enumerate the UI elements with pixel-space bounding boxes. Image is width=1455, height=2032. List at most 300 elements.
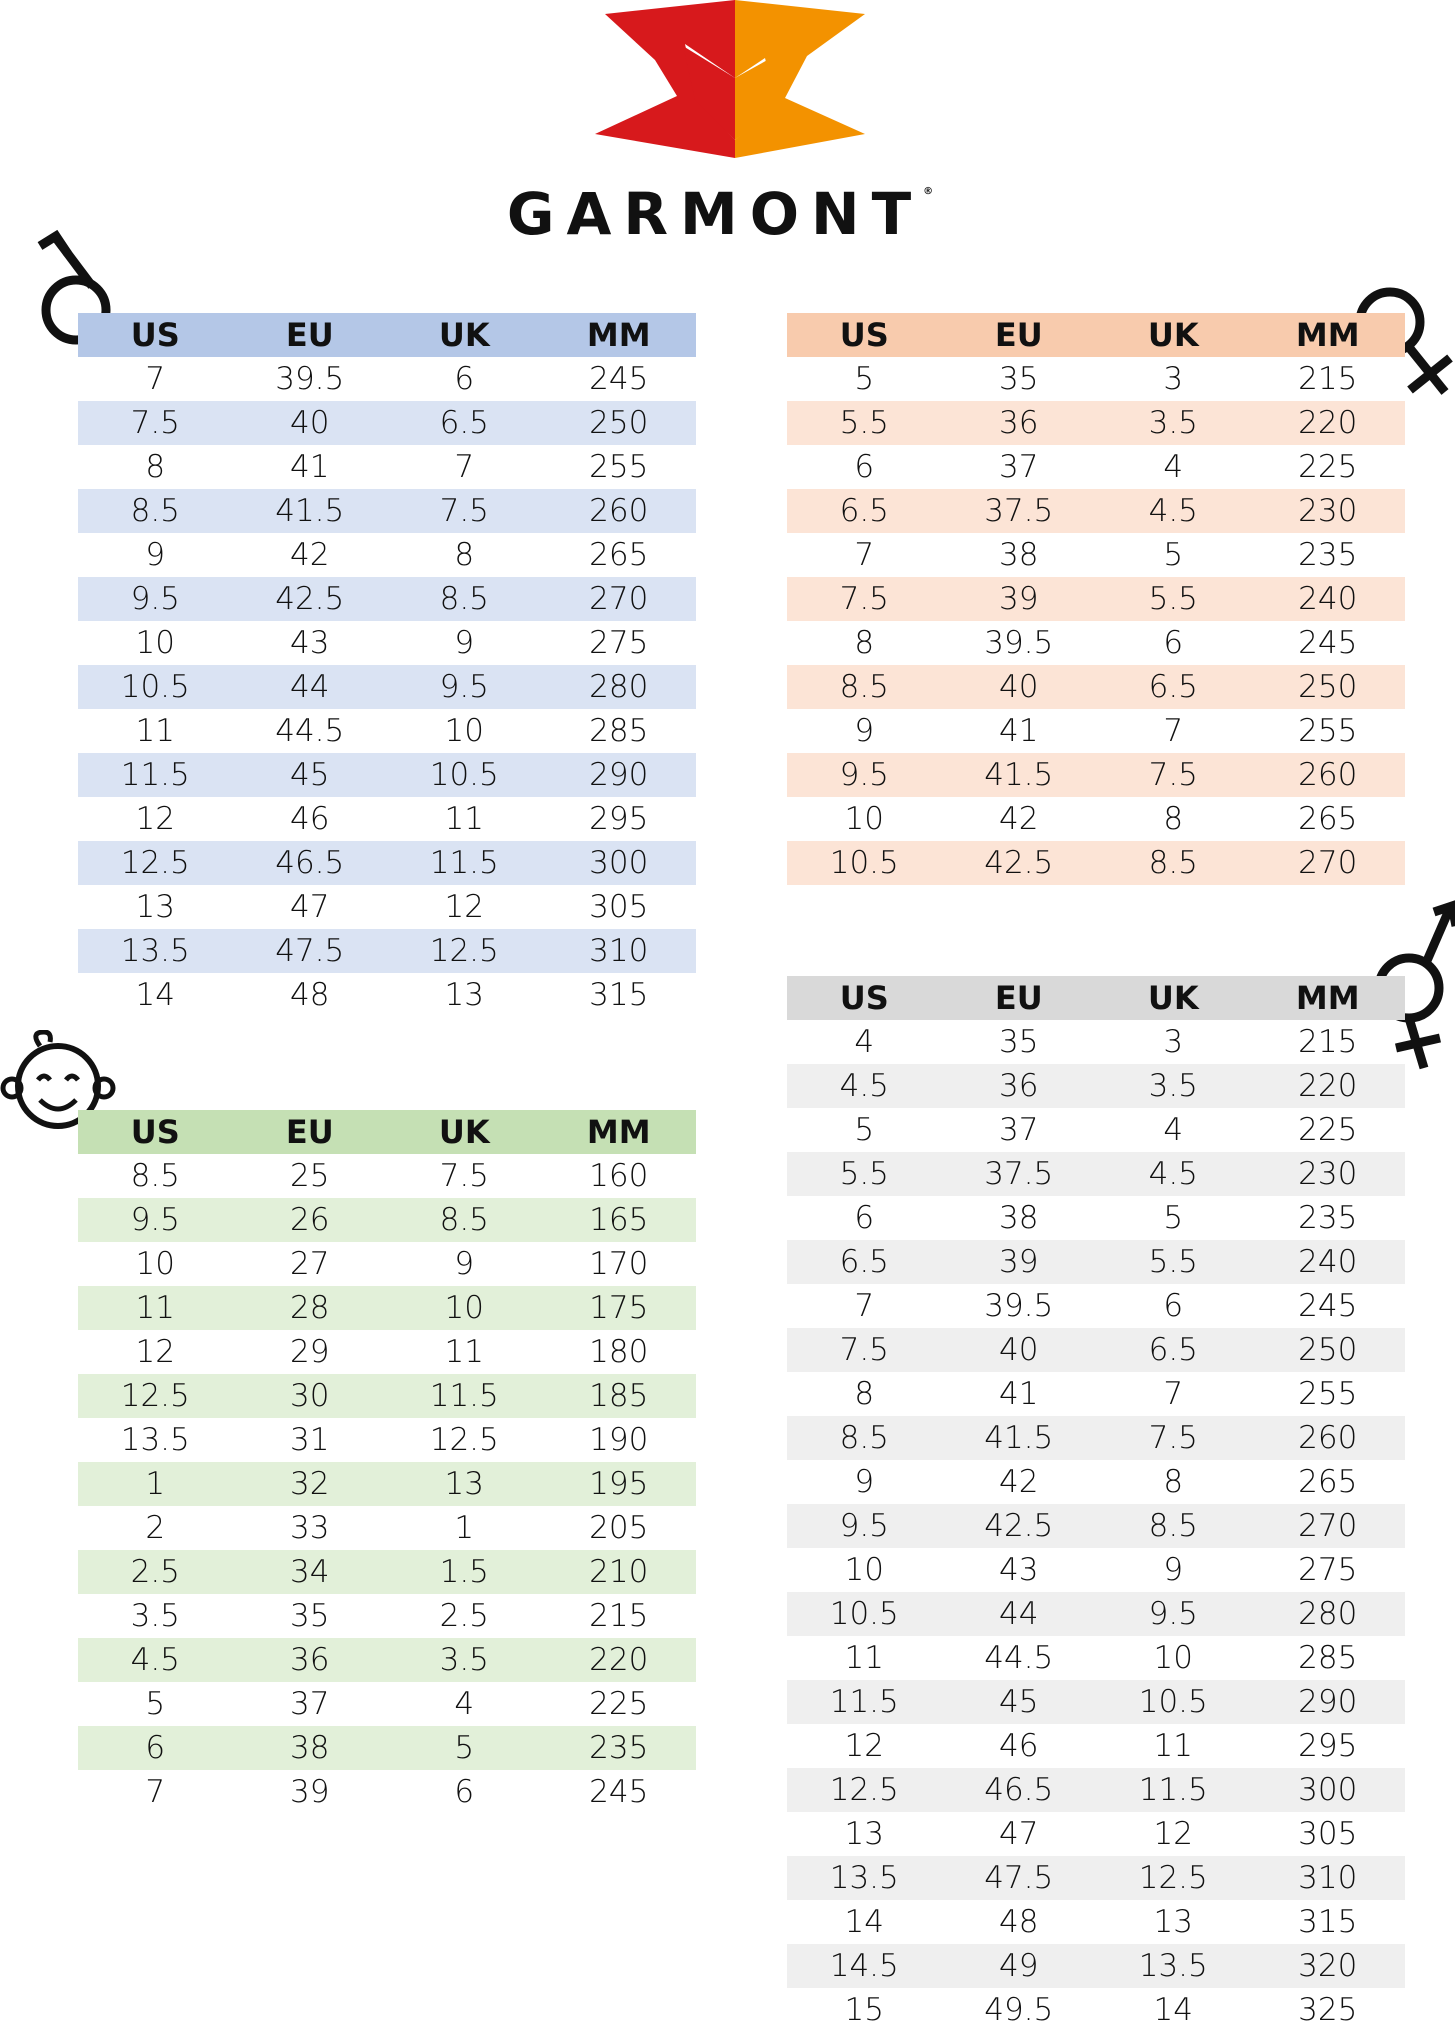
size-cell-mm: 235 xyxy=(1298,537,1358,573)
size-cell-uk: 12.5 xyxy=(429,933,499,969)
garmont-logo-icon xyxy=(595,0,875,158)
column-header-mm: MM xyxy=(1295,316,1360,354)
size-cell-mm: 210 xyxy=(589,1554,649,1590)
table-row xyxy=(787,1988,1405,2032)
size-cell-us: 14 xyxy=(135,977,175,1013)
column-header-eu: EU xyxy=(994,316,1043,354)
brand-wordmark xyxy=(400,180,1040,248)
table-row xyxy=(78,1418,696,1462)
size-cell-mm: 240 xyxy=(1298,1244,1358,1280)
size-cell-uk: 8.5 xyxy=(1148,1508,1198,1544)
size-cell-eu: 38 xyxy=(999,1200,1039,1236)
size-cell-us: 10.5 xyxy=(829,1596,899,1632)
table-row xyxy=(78,665,696,709)
size-cell-eu: 32 xyxy=(290,1466,330,1502)
table-row xyxy=(787,753,1405,797)
size-cell-uk: 3.5 xyxy=(439,1642,489,1678)
table-row xyxy=(787,709,1405,753)
size-cell-eu: 37 xyxy=(999,449,1039,485)
size-cell-eu: 37 xyxy=(290,1686,330,1722)
size-cell-uk: 13 xyxy=(1153,1904,1193,1940)
size-cell-eu: 40 xyxy=(999,669,1039,705)
size-cell-uk: 7.5 xyxy=(1148,1420,1198,1456)
size-cell-eu: 41.5 xyxy=(275,493,345,529)
table-row xyxy=(78,1506,696,1550)
size-cell-us: 13 xyxy=(844,1816,884,1852)
size-cell-eu: 39 xyxy=(999,1244,1039,1280)
size-cell-uk: 7.5 xyxy=(439,493,489,529)
size-cell-us: 4.5 xyxy=(839,1068,889,1104)
size-cell-uk: 3.5 xyxy=(1148,405,1198,441)
size-cell-mm: 260 xyxy=(589,493,649,529)
table-row xyxy=(78,577,696,621)
size-cell-eu: 28 xyxy=(290,1290,330,1326)
size-cell-uk: 11.5 xyxy=(1138,1772,1208,1808)
size-cell-eu: 29 xyxy=(290,1334,330,1370)
size-cell-uk: 4 xyxy=(454,1686,475,1722)
size-cell-eu: 35 xyxy=(999,361,1039,397)
size-cell-uk: 3 xyxy=(1163,361,1184,397)
size-cell-uk: 7 xyxy=(1163,1376,1184,1412)
table-row xyxy=(78,885,696,929)
size-cell-eu: 37.5 xyxy=(984,1156,1054,1192)
column-header-us: US xyxy=(130,316,180,354)
table-row xyxy=(787,1592,1405,1636)
table-row xyxy=(787,357,1405,401)
size-cell-eu: 41 xyxy=(290,449,330,485)
size-cell-mm: 220 xyxy=(1298,405,1358,441)
size-cell-mm: 215 xyxy=(1298,1024,1358,1060)
size-cell-mm: 285 xyxy=(589,713,649,749)
table-row xyxy=(78,1550,696,1594)
column-header-us: US xyxy=(839,979,889,1017)
size-cell-us: 9.5 xyxy=(839,1508,889,1544)
size-cell-mm: 310 xyxy=(1298,1860,1358,1896)
size-cell-us: 11 xyxy=(135,713,175,749)
size-cell-mm: 265 xyxy=(1298,1464,1358,1500)
size-cell-uk: 3.5 xyxy=(1148,1068,1198,1104)
column-header-uk: UK xyxy=(1147,979,1199,1017)
size-cell-us: 7 xyxy=(145,1774,166,1810)
size-cell-mm: 195 xyxy=(589,1466,649,1502)
table-row xyxy=(787,1724,1405,1768)
size-cell-uk: 1.5 xyxy=(439,1554,489,1590)
size-cell-uk: 2.5 xyxy=(439,1598,489,1634)
size-cell-eu: 47 xyxy=(999,1816,1039,1852)
size-cell-mm: 255 xyxy=(1298,1376,1358,1412)
table-row xyxy=(787,1504,1405,1548)
table-row xyxy=(78,1374,696,1418)
trademark-mark: ® xyxy=(923,186,934,197)
size-cell-eu: 39 xyxy=(999,581,1039,617)
size-cell-us: 12.5 xyxy=(829,1772,899,1808)
size-cell-eu: 38 xyxy=(290,1730,330,1766)
table-row xyxy=(787,1856,1405,1900)
women-size-table xyxy=(787,313,1405,885)
column-header-mm: MM xyxy=(586,1113,651,1151)
size-cell-eu: 41 xyxy=(999,713,1039,749)
size-cell-mm: 255 xyxy=(1298,713,1358,749)
size-cell-us: 10 xyxy=(844,1552,884,1588)
size-cell-uk: 8.5 xyxy=(439,581,489,617)
size-cell-eu: 43 xyxy=(290,625,330,661)
size-cell-us: 9.5 xyxy=(839,757,889,793)
size-cell-uk: 6 xyxy=(454,361,475,397)
size-cell-us: 5.5 xyxy=(839,405,889,441)
size-cell-us: 10 xyxy=(135,625,175,661)
size-cell-uk: 5 xyxy=(454,1730,475,1766)
size-cell-eu: 41.5 xyxy=(984,757,1054,793)
size-cell-eu: 45 xyxy=(999,1684,1039,1720)
size-cell-uk: 13.5 xyxy=(1138,1948,1208,1984)
size-cell-mm: 250 xyxy=(1298,1332,1358,1368)
size-cell-mm: 265 xyxy=(589,537,649,573)
size-cell-uk: 11.5 xyxy=(429,1378,499,1414)
column-header-uk: UK xyxy=(438,1113,490,1151)
size-cell-mm: 275 xyxy=(1298,1552,1358,1588)
kids-size-table xyxy=(78,1110,696,1814)
size-cell-mm: 245 xyxy=(1298,625,1358,661)
size-cell-mm: 225 xyxy=(1298,449,1358,485)
column-header-mm: MM xyxy=(586,316,651,354)
size-cell-us: 8.5 xyxy=(130,493,180,529)
table-row xyxy=(78,753,696,797)
size-cell-eu: 41 xyxy=(999,1376,1039,1412)
size-cell-us: 8.5 xyxy=(839,1420,889,1456)
size-cell-mm: 235 xyxy=(589,1730,649,1766)
table-row xyxy=(78,445,696,489)
size-cell-us: 7.5 xyxy=(839,581,889,617)
size-cell-uk: 11.5 xyxy=(429,845,499,881)
size-cell-uk: 5 xyxy=(1163,537,1184,573)
size-cell-us: 10 xyxy=(844,801,884,837)
size-cell-us: 12.5 xyxy=(120,1378,190,1414)
size-cell-us: 12.5 xyxy=(120,845,190,881)
size-cell-eu: 43 xyxy=(999,1552,1039,1588)
table-row xyxy=(78,1726,696,1770)
size-cell-us: 14.5 xyxy=(829,1948,899,1984)
size-cell-uk: 7 xyxy=(1163,713,1184,749)
size-cell-eu: 37.5 xyxy=(984,493,1054,529)
table-row xyxy=(787,1240,1405,1284)
size-cell-us: 6 xyxy=(145,1730,166,1766)
table-row xyxy=(787,1416,1405,1460)
size-cell-mm: 285 xyxy=(1298,1640,1358,1676)
size-cell-uk: 4 xyxy=(1163,1112,1184,1148)
size-cell-mm: 260 xyxy=(1298,757,1358,793)
size-cell-mm: 180 xyxy=(589,1334,649,1370)
size-cell-us: 12 xyxy=(844,1728,884,1764)
size-cell-mm: 255 xyxy=(589,449,649,485)
table-row xyxy=(787,445,1405,489)
size-cell-us: 10 xyxy=(135,1246,175,1282)
size-cell-mm: 290 xyxy=(1298,1684,1358,1720)
table-row xyxy=(78,1286,696,1330)
size-cell-mm: 235 xyxy=(1298,1200,1358,1236)
size-cell-us: 7.5 xyxy=(839,1332,889,1368)
size-cell-eu: 40 xyxy=(290,405,330,441)
size-cell-eu: 45 xyxy=(290,757,330,793)
size-cell-mm: 280 xyxy=(1298,1596,1358,1632)
size-cell-us: 9 xyxy=(145,537,166,573)
size-cell-eu: 42 xyxy=(999,801,1039,837)
size-cell-mm: 295 xyxy=(1298,1728,1358,1764)
men-table-header xyxy=(78,313,696,357)
size-cell-uk: 5 xyxy=(1163,1200,1184,1236)
table-row xyxy=(78,1330,696,1374)
size-cell-eu: 36 xyxy=(999,405,1039,441)
size-cell-us: 11.5 xyxy=(120,757,190,793)
size-cell-uk: 11 xyxy=(444,801,484,837)
size-cell-us: 8 xyxy=(145,449,166,485)
size-cell-eu: 44.5 xyxy=(275,713,345,749)
size-cell-mm: 270 xyxy=(589,581,649,617)
size-cell-us: 12 xyxy=(135,801,175,837)
size-cell-mm: 245 xyxy=(1298,1288,1358,1324)
size-cell-us: 13 xyxy=(135,889,175,925)
women-table-header xyxy=(787,313,1405,357)
table-row xyxy=(78,1682,696,1726)
size-cell-mm: 165 xyxy=(589,1202,649,1238)
size-cell-uk: 12.5 xyxy=(1138,1860,1208,1896)
size-cell-eu: 42.5 xyxy=(984,845,1054,881)
size-cell-us: 10.5 xyxy=(829,845,899,881)
column-header-us: US xyxy=(130,1113,180,1151)
size-cell-mm: 225 xyxy=(589,1686,649,1722)
size-cell-mm: 245 xyxy=(589,361,649,397)
table-row xyxy=(787,1108,1405,1152)
size-cell-us: 14 xyxy=(844,1904,884,1940)
size-cell-us: 6.5 xyxy=(839,493,889,529)
size-cell-mm: 205 xyxy=(589,1510,649,1546)
size-cell-mm: 270 xyxy=(1298,845,1358,881)
table-row xyxy=(78,973,696,1017)
size-cell-eu: 35 xyxy=(290,1598,330,1634)
size-cell-us: 11.5 xyxy=(829,1684,899,1720)
size-cell-eu: 49.5 xyxy=(984,1992,1054,2028)
size-cell-us: 7 xyxy=(854,1288,875,1324)
size-cell-mm: 215 xyxy=(1298,361,1358,397)
size-cell-uk: 12 xyxy=(444,889,484,925)
size-cell-eu: 39.5 xyxy=(275,361,345,397)
size-cell-eu: 38 xyxy=(999,537,1039,573)
size-cell-mm: 325 xyxy=(1298,1992,1358,2028)
size-cell-mm: 265 xyxy=(1298,801,1358,837)
size-cell-eu: 42 xyxy=(290,537,330,573)
size-cell-uk: 10 xyxy=(444,713,484,749)
size-cell-mm: 315 xyxy=(589,977,649,1013)
size-cell-mm: 160 xyxy=(589,1158,649,1194)
table-row xyxy=(787,1328,1405,1372)
size-cell-us: 9 xyxy=(854,713,875,749)
size-cell-eu: 39.5 xyxy=(984,625,1054,661)
size-cell-uk: 7.5 xyxy=(439,1158,489,1194)
column-header-eu: EU xyxy=(994,979,1043,1017)
size-cell-eu: 40 xyxy=(999,1332,1039,1368)
size-cell-us: 4.5 xyxy=(130,1642,180,1678)
size-cell-mm: 185 xyxy=(589,1378,649,1414)
table-row xyxy=(78,797,696,841)
size-cell-us: 9.5 xyxy=(130,581,180,617)
size-cell-us: 5 xyxy=(854,361,875,397)
size-cell-mm: 220 xyxy=(1298,1068,1358,1104)
size-cell-eu: 46.5 xyxy=(984,1772,1054,1808)
table-row xyxy=(78,621,696,665)
size-cell-us: 6 xyxy=(854,449,875,485)
table-row xyxy=(78,401,696,445)
size-cell-uk: 11 xyxy=(444,1334,484,1370)
table-row xyxy=(787,489,1405,533)
size-cell-us: 5 xyxy=(145,1686,166,1722)
column-header-uk: UK xyxy=(1147,316,1199,354)
size-cell-us: 5.5 xyxy=(839,1156,889,1192)
size-cell-mm: 230 xyxy=(1298,493,1358,529)
size-cell-eu: 35 xyxy=(999,1024,1039,1060)
size-cell-us: 4 xyxy=(854,1024,875,1060)
column-header-us: US xyxy=(839,316,889,354)
table-row xyxy=(78,841,696,885)
table-row xyxy=(787,1020,1405,1064)
size-cell-mm: 315 xyxy=(1298,1904,1358,1940)
table-row xyxy=(787,1152,1405,1196)
size-cell-mm: 310 xyxy=(589,933,649,969)
size-cell-mm: 320 xyxy=(1298,1948,1358,1984)
size-cell-uk: 14 xyxy=(1153,1992,1193,2028)
size-cell-us: 1 xyxy=(145,1466,166,1502)
size-cell-eu: 47.5 xyxy=(275,933,345,969)
size-cell-mm: 295 xyxy=(589,801,649,837)
men-size-table xyxy=(78,313,696,1017)
size-cell-us: 13.5 xyxy=(829,1860,899,1896)
size-cell-mm: 250 xyxy=(1298,669,1358,705)
size-cell-mm: 225 xyxy=(1298,1112,1358,1148)
table-row xyxy=(787,621,1405,665)
size-cell-us: 7 xyxy=(854,537,875,573)
table-row xyxy=(787,1460,1405,1504)
size-cell-uk: 8.5 xyxy=(439,1202,489,1238)
size-cell-uk: 6.5 xyxy=(1148,1332,1198,1368)
table-row xyxy=(787,1196,1405,1240)
size-cell-uk: 12.5 xyxy=(429,1422,499,1458)
size-cell-eu: 36 xyxy=(290,1642,330,1678)
size-cell-mm: 220 xyxy=(589,1642,649,1678)
size-cell-mm: 260 xyxy=(1298,1420,1358,1456)
size-cell-us: 6.5 xyxy=(839,1244,889,1280)
size-cell-uk: 10.5 xyxy=(429,757,499,793)
size-cell-eu: 44.5 xyxy=(984,1640,1054,1676)
table-row xyxy=(787,1768,1405,1812)
size-cell-eu: 46 xyxy=(290,801,330,837)
size-cell-uk: 4 xyxy=(1163,449,1184,485)
size-cell-us: 5 xyxy=(854,1112,875,1148)
size-cell-uk: 12 xyxy=(1153,1816,1193,1852)
size-cell-us: 13.5 xyxy=(120,933,190,969)
size-cell-mm: 305 xyxy=(589,889,649,925)
size-cell-eu: 34 xyxy=(290,1554,330,1590)
table-row xyxy=(78,1154,696,1198)
size-cell-eu: 48 xyxy=(999,1904,1039,1940)
size-cell-eu: 42.5 xyxy=(275,581,345,617)
size-cell-uk: 13 xyxy=(444,1466,484,1502)
size-cell-us: 9 xyxy=(854,1464,875,1500)
size-cell-uk: 11 xyxy=(1153,1728,1193,1764)
table-row xyxy=(78,1462,696,1506)
size-cell-eu: 47 xyxy=(290,889,330,925)
size-cell-uk: 5.5 xyxy=(1148,1244,1198,1280)
size-cell-uk: 9.5 xyxy=(1148,1596,1198,1632)
size-cell-us: 11 xyxy=(844,1640,884,1676)
size-cell-mm: 300 xyxy=(589,845,649,881)
size-cell-mm: 305 xyxy=(1298,1816,1358,1852)
size-cell-us: 12 xyxy=(135,1334,175,1370)
size-cell-eu: 37 xyxy=(999,1112,1039,1148)
table-row xyxy=(787,577,1405,621)
table-row xyxy=(78,1242,696,1286)
size-cell-us: 2.5 xyxy=(130,1554,180,1590)
size-cell-eu: 27 xyxy=(290,1246,330,1282)
size-cell-mm: 280 xyxy=(589,669,649,705)
size-cell-eu: 44 xyxy=(999,1596,1039,1632)
size-cell-eu: 42 xyxy=(999,1464,1039,1500)
size-cell-us: 8 xyxy=(854,625,875,661)
size-cell-eu: 44 xyxy=(290,669,330,705)
size-cell-us: 15 xyxy=(844,1992,884,2028)
table-row xyxy=(787,533,1405,577)
size-cell-mm: 300 xyxy=(1298,1772,1358,1808)
size-cell-uk: 6.5 xyxy=(1148,669,1198,705)
table-row xyxy=(787,797,1405,841)
size-cell-eu: 30 xyxy=(290,1378,330,1414)
table-row xyxy=(78,929,696,973)
size-cell-uk: 10 xyxy=(1153,1640,1193,1676)
size-cell-eu: 26 xyxy=(290,1202,330,1238)
size-cell-uk: 6.5 xyxy=(439,405,489,441)
size-cell-mm: 270 xyxy=(1298,1508,1358,1544)
size-cell-mm: 190 xyxy=(589,1422,649,1458)
size-cell-uk: 4.5 xyxy=(1148,1156,1198,1192)
table-row xyxy=(78,709,696,753)
column-header-uk: UK xyxy=(438,316,490,354)
column-header-eu: EU xyxy=(285,316,334,354)
size-cell-us: 13.5 xyxy=(120,1422,190,1458)
unisex-size-table xyxy=(787,976,1405,2032)
size-cell-eu: 25 xyxy=(290,1158,330,1194)
table-row xyxy=(787,1064,1405,1108)
size-cell-us: 2 xyxy=(145,1510,166,1546)
table-row xyxy=(78,1198,696,1242)
unisex-table-header xyxy=(787,976,1405,1020)
brand-name: GARMONT xyxy=(506,180,924,248)
size-cell-mm: 215 xyxy=(589,1598,649,1634)
table-row xyxy=(787,401,1405,445)
size-cell-eu: 47.5 xyxy=(984,1860,1054,1896)
size-cell-uk: 4.5 xyxy=(1148,493,1198,529)
size-cell-uk: 10.5 xyxy=(1138,1684,1208,1720)
size-cell-uk: 9 xyxy=(454,1246,475,1282)
size-cell-eu: 46.5 xyxy=(275,845,345,881)
size-cell-uk: 9.5 xyxy=(439,669,489,705)
table-row xyxy=(78,357,696,401)
table-row xyxy=(787,1548,1405,1592)
size-cell-uk: 7 xyxy=(454,449,475,485)
size-cell-us: 7 xyxy=(145,361,166,397)
size-cell-us: 11 xyxy=(135,1290,175,1326)
table-row xyxy=(787,841,1405,885)
size-cell-us: 8.5 xyxy=(130,1158,180,1194)
table-row xyxy=(78,1638,696,1682)
size-cell-us: 10.5 xyxy=(120,669,190,705)
size-cell-mm: 275 xyxy=(589,625,649,661)
